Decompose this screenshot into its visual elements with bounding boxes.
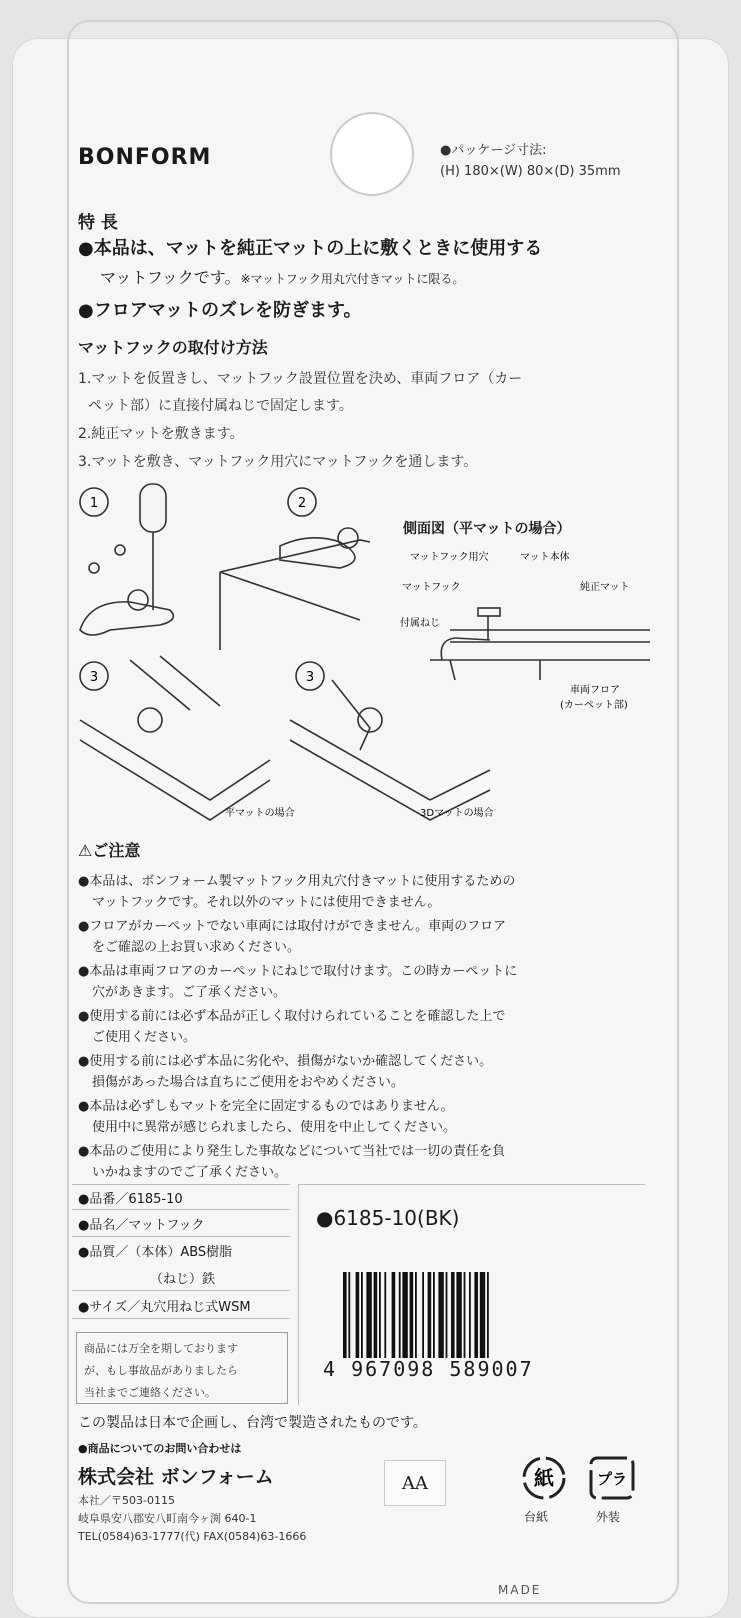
- barcode-bar: [356, 1272, 360, 1358]
- side-view-title: 側面図（平マットの場合）: [403, 521, 571, 537]
- step-2-number: 2: [297, 496, 307, 511]
- caution-title-text: ご注意: [92, 841, 141, 860]
- feature-1-line2: [100, 265, 464, 288]
- barcode-bar: [366, 1272, 371, 1358]
- barcode-bar: [446, 1272, 448, 1358]
- caution-line: マットフックです。それ以外のマットには使用できません。: [92, 895, 441, 910]
- caution-line: 使用中に異常が感じられましたら、使用を中止してください。: [92, 1120, 457, 1135]
- company-name: 株式会社 ボンフォーム: [78, 1466, 274, 1488]
- aa-mark: AA: [384, 1460, 446, 1506]
- rail-3d: [332, 680, 370, 750]
- barcode-bar: [480, 1272, 485, 1358]
- barcode-bar: [433, 1272, 435, 1358]
- spec-divider: [72, 1290, 290, 1291]
- spec-divider: [72, 1318, 290, 1319]
- barcode-bar: [410, 1272, 414, 1358]
- step-3a-number: 3: [89, 670, 99, 685]
- caution-line: をご確認の上お買い求めください。: [92, 940, 301, 955]
- paper-recycle-mark: [518, 1452, 570, 1508]
- caution-line: ●本品は車両フロアのカーペットにねじで取付けます。この時カーペットに: [78, 964, 518, 979]
- barcode-bar: [438, 1272, 443, 1358]
- screw-a: [115, 545, 125, 555]
- barcode: [343, 1272, 598, 1358]
- feature-2: ●フロアマットのズレを防ぎます。: [78, 300, 362, 321]
- caution-line: 穴があきます。ご了承ください。: [92, 985, 286, 1000]
- barcode-bar: [451, 1272, 455, 1358]
- barcode-bar: [456, 1272, 461, 1358]
- barcode-bar: [422, 1272, 424, 1358]
- mat-3d: [290, 720, 490, 820]
- caution-line: 損傷があった場合は直ちにご使用をおやめください。: [92, 1075, 404, 1090]
- spec-table: [72, 1184, 290, 1324]
- features-title: 特 長: [78, 213, 118, 233]
- label-hook: マットフック: [402, 582, 461, 593]
- mat-floor-2: [220, 572, 360, 620]
- label-screw: 付属ねじ: [400, 618, 440, 629]
- barcode-bar: [384, 1272, 386, 1358]
- caution-line: ●使用する前には必ず本品が正しく取付けられていることを確認した上で: [78, 1009, 506, 1024]
- install-title: マットフックの取付け方法: [78, 338, 268, 357]
- caption-3d: 3Dマットの場合: [420, 808, 494, 819]
- spec-material-2: （ねじ）鉄: [150, 1272, 216, 1287]
- barcode-bar: [343, 1272, 347, 1358]
- inquiry-text: ●商品についてのお問い合わせは: [78, 1442, 242, 1455]
- barcode-bar: [348, 1272, 350, 1358]
- barcode-bar: [379, 1272, 381, 1358]
- caution-line: ご使用ください。: [92, 1030, 197, 1045]
- barcode-bar: [474, 1272, 478, 1358]
- step-1-number: 1: [89, 496, 99, 511]
- spec-divider: [72, 1236, 290, 1237]
- install-step-1b: ペット部）に直接付属ねじで固定します。: [88, 398, 353, 414]
- barcode-bar: [402, 1272, 407, 1358]
- address-line: 岐阜県安八郡安八町南今ヶ渕 640-1: [78, 1512, 257, 1525]
- feature-1-note: ※マットフック用丸穴付きマットに限る。: [240, 272, 465, 286]
- caution-line: ●本品のご使用により発生した事故などについて当社では一切の責任を負: [78, 1144, 506, 1159]
- address-line: 本社／〒503-0115: [78, 1494, 175, 1507]
- caution-line: ●使用する前には必ず本品に劣化や、損傷がないか確認してください。: [78, 1054, 493, 1069]
- paper-glyph: 紙: [534, 1466, 554, 1490]
- label-hole: マットフック用穴: [410, 552, 489, 563]
- install-step-3: 3.マットを敷き、マットフック用穴にマットフックを通します。: [78, 454, 478, 470]
- label-mat: マット本体: [520, 552, 570, 563]
- install-step-2: 2.純正マットを敷きます。: [78, 426, 244, 442]
- package-size-label: ●パッケージ寸法:: [440, 143, 547, 158]
- spec-divider: [72, 1209, 290, 1210]
- screwdriver-handle: [140, 484, 166, 532]
- screw-b: [89, 563, 99, 573]
- caution-line: ●本品は、ボンフォーム製マットフック用丸穴付きマットに使用するための: [78, 874, 516, 889]
- package-size-value: (H) 180×(W) 80×(D) 35mm: [440, 164, 621, 179]
- hanging-hole: [330, 112, 414, 196]
- origin-text: この製品は日本で企画し、台湾で製造されたものです。: [78, 1415, 427, 1431]
- plastic-glyph: プラ: [596, 1470, 628, 1488]
- made-text: MADE: [498, 1583, 542, 1597]
- spec-material-1: ●品質／（本体）ABS樹脂: [78, 1245, 233, 1260]
- rail-flat: [130, 656, 220, 710]
- note-line: 商品には万全を期しております: [84, 1342, 238, 1355]
- install-step-1a: 1.マットを仮置きし、マットフック設置位置を決め、車両フロア（カー: [78, 371, 523, 387]
- brand-logo: BONFORM: [78, 145, 212, 170]
- hook-part-2: [280, 538, 355, 568]
- note-line: 当社までご連絡ください。: [84, 1386, 216, 1399]
- barcode-bar: [464, 1272, 466, 1358]
- mat-edge-2: [220, 540, 370, 650]
- feature-1-line1: ●本品は、マットを純正マットの上に敷くときに使用する: [78, 238, 543, 259]
- hook-knob-1: [128, 590, 148, 610]
- barcode-bar: [415, 1272, 417, 1358]
- side-hook-top: [478, 608, 500, 616]
- hook-knob-2: [338, 528, 358, 548]
- plastic-recycle-mark: [586, 1452, 638, 1508]
- label-genuine: 純正マット: [580, 582, 630, 593]
- step-3b-number: 3: [305, 670, 315, 685]
- barcode-bar: [392, 1272, 396, 1358]
- note-line: が、もし事故品がありましたら: [84, 1364, 238, 1377]
- caption-flat: 平マットの場合: [225, 808, 295, 819]
- label-carpet: (カーペット部): [560, 700, 628, 711]
- mat-flat: [80, 720, 270, 820]
- hook-part-1: [80, 602, 173, 635]
- plastic-recycle-icon: [586, 1452, 638, 1504]
- hook-knob-3a: [138, 708, 162, 732]
- barcode-bar: [361, 1272, 363, 1358]
- paper-recycle-icon: [518, 1452, 570, 1504]
- side-screws: [450, 660, 540, 680]
- barcode-bar: [487, 1272, 489, 1358]
- install-diagram: [70, 480, 660, 830]
- spec-size: ●サイズ／丸穴用ねじ式WSM: [78, 1300, 251, 1315]
- caution-line: ●フロアがカーペットでない車両には取付けができません。車両のフロア: [78, 919, 507, 934]
- barcode-bar: [428, 1272, 432, 1358]
- barcode-bar: [374, 1272, 378, 1358]
- barcode-bar: [469, 1272, 471, 1358]
- caution-title: [78, 838, 140, 861]
- warning-icon: ⚠: [78, 841, 93, 860]
- feature-1-text: マットフックです。: [100, 268, 241, 287]
- product-code: ●6185-10(BK): [316, 1206, 460, 1230]
- spec-number: ●品番／6185-10: [78, 1192, 183, 1207]
- caution-line: いかねますのでご了承ください。: [92, 1165, 288, 1180]
- plastic-label: 外装: [596, 1510, 621, 1524]
- paper-label: 台紙: [524, 1510, 549, 1524]
- label-floor: 車両フロア: [570, 685, 620, 696]
- barcode-bar: [399, 1272, 401, 1358]
- address-line: TEL(0584)63-1777(代) FAX(0584)63-1666: [78, 1530, 307, 1543]
- ean-number: 4 967098 589007: [323, 1357, 534, 1381]
- caution-line: ●本品は必ずしもマットを完全に固定するものではありません。: [78, 1099, 454, 1114]
- spec-name: ●品名／マットフック: [78, 1218, 205, 1233]
